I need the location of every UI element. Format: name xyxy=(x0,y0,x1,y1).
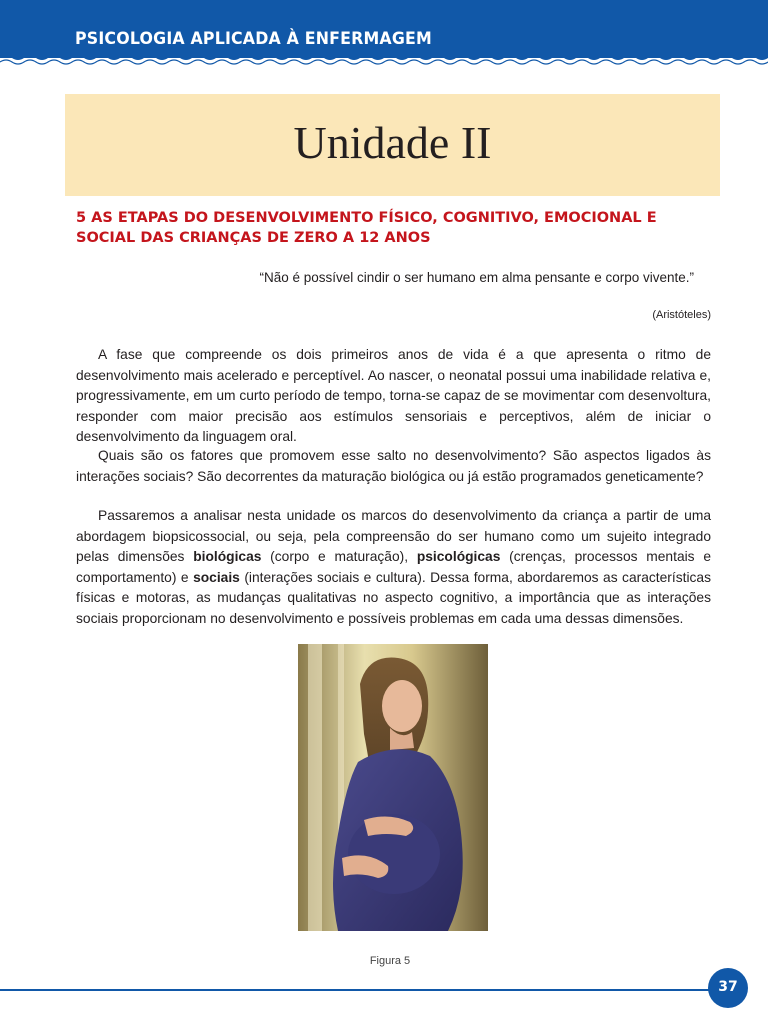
unit-title-box xyxy=(65,94,720,196)
footer-rule xyxy=(0,989,710,991)
epigraph-author: (Aristóteles) xyxy=(652,309,711,321)
page-number: 37 xyxy=(718,979,738,995)
paragraph-3-text-4: (interações sociais e cultura). Dessa forma, abordaremos as características físicas e motoras, as mudanças qualitativas no aspecto cognitivo, a importância que as interações sociais proporcionam no desenvolvimento e possíveis problemas em cada uma dessas dimensões. xyxy=(76,569,711,626)
figure-pregnant-woman-photo xyxy=(298,644,488,931)
term-biologicas: biológicas xyxy=(193,549,262,564)
section-heading: 5 AS ETAPAS DO DESENVOLVIMENTO FÍSICO, COGNITIVO, EMOCIONAL E SOCIAL DAS CRIANÇAS DE ZERO A 12 ANOS xyxy=(76,210,657,246)
paragraph-3-text-1: Passaremos a analisar nesta unidade os marcos do desenvolvimento da criança a partir de uma abordagem biopsicossocial, ou seja, pela compreensão do ser humano como um sujeito integrado pelas dimensões xyxy=(76,508,711,564)
paragraph-3-text-2: (corpo e maturação), xyxy=(261,549,417,564)
pregnant-woman-illustration xyxy=(298,644,488,931)
paragraph-2: Quais são os fatores que promovem esse salto no desenvolvimento? São aspectos ligados às interações sociais? São decorrentes da maturação biológica ou já estão programados geneticamente? xyxy=(76,448,711,484)
header-band xyxy=(0,0,768,58)
figure-caption: Figura 5 xyxy=(369,955,411,967)
paragraph-1: A fase que compreende os dois primeiros anos de vida é a que apresenta o ritmo de desenvolvimento mais acelerado e perceptível. Ao nascer, o neonatal possui uma inabilidade relativa e, progressivamente, em um curto período de tempo, torna-se capaz de se movimentar com desenvoltura, responder com maior precisão aos estímulos sensoriais e perceptivos, além de iniciar o desenvolvimento da linguagem oral. xyxy=(76,347,711,444)
paragraph-3-text-3: (crenças, processos mentais e comportamento) e xyxy=(76,549,711,585)
unit-title: Unidade II xyxy=(293,117,492,168)
page-number-badge xyxy=(708,968,748,1008)
term-sociais: sociais xyxy=(193,569,240,585)
running-header-title: PSICOLOGIA APLICADA À ENFERMAGEM xyxy=(75,29,432,49)
header-wave-decoration xyxy=(0,54,768,66)
epigraph-quote: “Não é possível cindir o ser humano em alma pensante e corpo vivente.” xyxy=(259,270,694,285)
term-psicologicas: psicológicas xyxy=(416,549,501,564)
paragraph-3 xyxy=(76,506,711,629)
